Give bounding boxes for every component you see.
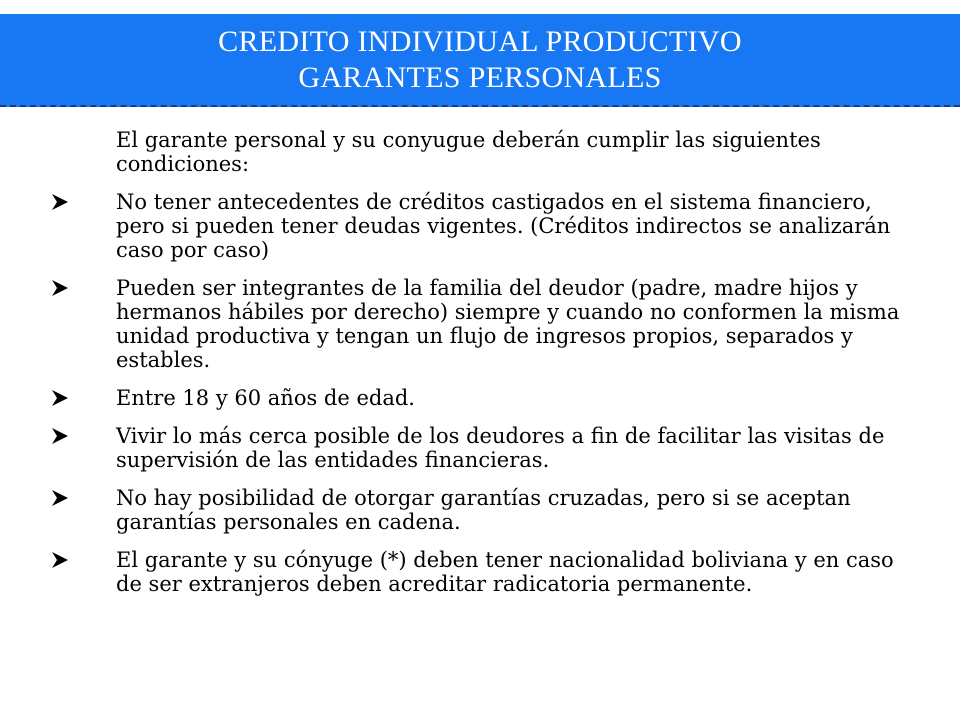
arrowhead-bullet-icon bbox=[50, 426, 70, 446]
page-title-line-2: GARANTES PERSONALES bbox=[298, 60, 662, 94]
condition-item bbox=[0, 386, 916, 410]
content-body bbox=[0, 128, 960, 610]
arrowhead-bullet-icon bbox=[50, 550, 70, 570]
condition-text: Pueden ser integrantes de la familia del deudor (padre, madre hijos y hermanos hábiles por derecho) siempre y cuando no conformen la misma unidad productiva y tengan un flujo de ingresos propios, separados y estables. bbox=[116, 276, 900, 372]
arrowhead-bullet-icon bbox=[50, 192, 70, 212]
condition-item bbox=[0, 276, 916, 372]
condition-item bbox=[0, 190, 916, 262]
page-title-line-1: CREDITO INDIVIDUAL PRODUCTIVO bbox=[218, 24, 742, 58]
condition-item bbox=[0, 486, 916, 534]
intro-paragraph: El garante personal y su conyugue deberán cumplir las siguientes condiciones: bbox=[116, 128, 821, 176]
condition-text: No hay posibilidad de otorgar garantías cruzadas, pero si se aceptan garantías personales en cadena. bbox=[116, 486, 851, 534]
arrowhead-bullet-icon bbox=[50, 278, 70, 298]
condition-text: Vivir lo más cerca posible de los deudores a fin de facilitar las visitas de supervisión de las entidades financieras. bbox=[116, 424, 885, 472]
condition-text: Entre 18 y 60 años de edad. bbox=[116, 386, 415, 410]
condition-text: El garante y su cónyuge (*) deben tener nacionalidad boliviana y en caso de ser extranjeros deben acreditar radicatoria permanente. bbox=[116, 548, 894, 596]
arrowhead-bullet-icon bbox=[50, 388, 70, 408]
title-banner bbox=[0, 14, 960, 107]
condition-text: No tener antecedentes de créditos castigados en el sistema financiero, pero si pueden tener deudas vigentes. (Créditos indirectos se analizarán caso por caso) bbox=[116, 190, 891, 262]
conditions-list bbox=[0, 190, 960, 596]
condition-item bbox=[0, 424, 916, 472]
arrowhead-bullet-icon bbox=[50, 488, 70, 508]
condition-item bbox=[0, 548, 916, 596]
